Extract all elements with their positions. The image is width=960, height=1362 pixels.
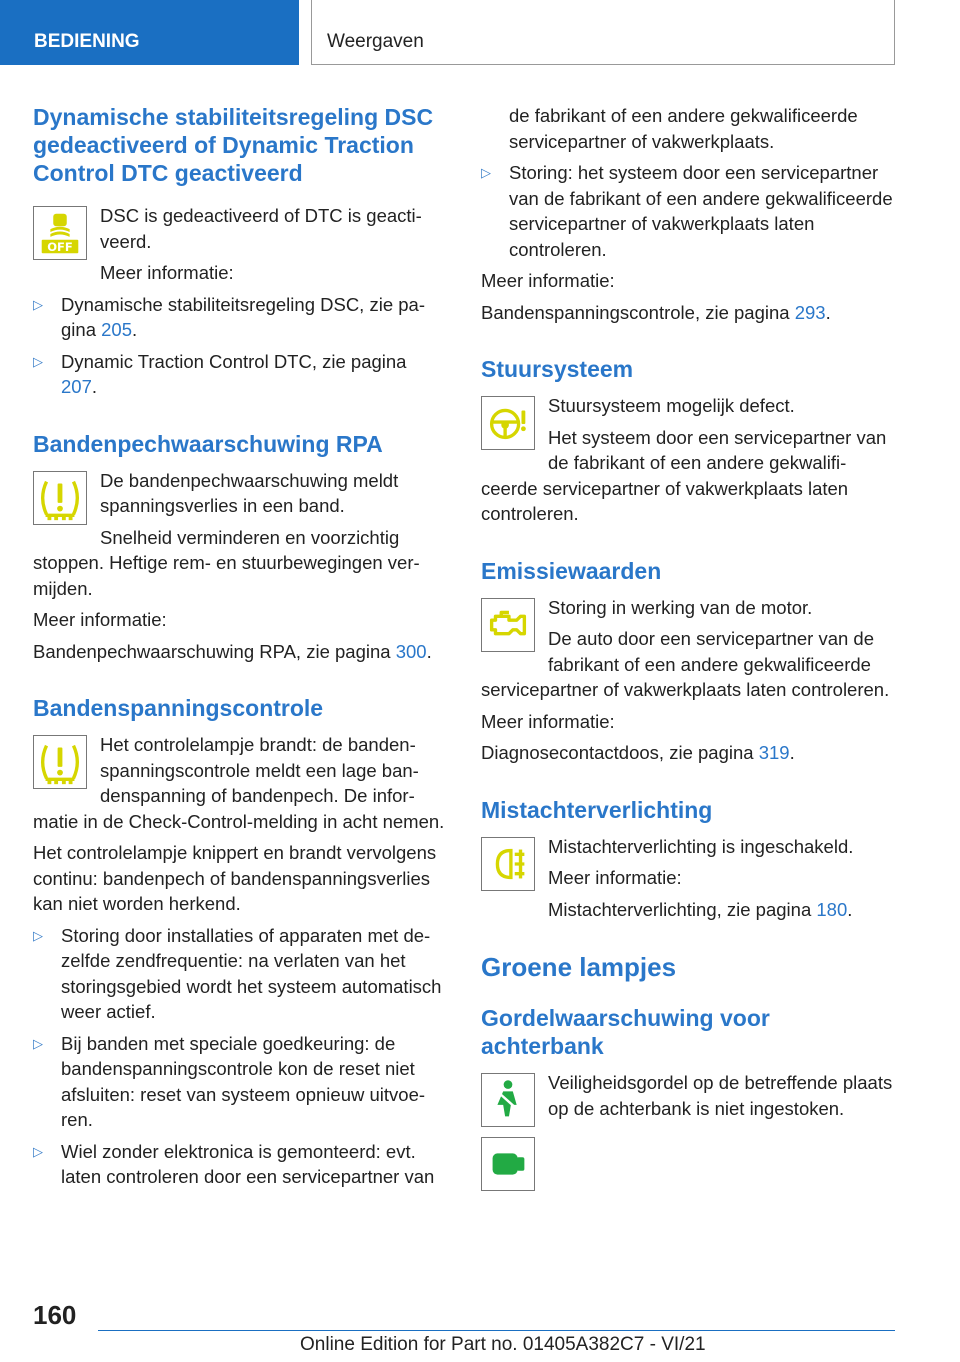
list-item: ▷ Dynamic Traction Control DTC, zie pagina 207. [33,350,407,397]
svg-text:OFF: OFF [47,239,73,254]
emission-heading: Emissiewaarden [481,557,662,584]
footer-rule [98,1330,895,1331]
dsc-heading: Dynamische stabiliteitsregeling DSC gedeactiveerd of Dynamic Traction Control DTC geactiveerd [33,104,434,186]
page-number: 160 [33,1300,77,1330]
green-lights-heading: Groene lampjes [481,952,677,982]
bullet-triangle-icon: ▷ [33,296,43,312]
page-link[interactable]: 180 [816,898,848,920]
section-label: BEDIENING [34,31,140,52]
rpa-text-4: Bandenpechwaarschuwing RPA, zie pagina 300. [33,640,432,662]
rpa-heading: Bandenpechwaarschuwing RPA [33,430,383,457]
tpc-block [33,732,447,834]
dsc-block [33,203,447,286]
emission-block [481,595,895,703]
rpa-text-2: Snelheid verminderen en voorzichtig stoppen. Heftige rem- en stuurbewegingen vermijden. [33,526,420,599]
list-item: ▷ Bij banden met speciale goedkeuring: de bandenspanningscontrole kon de reset niet afsluiten: reset van systeem opnieuw uitvoeren. [33,1032,426,1130]
list-item-continued: de fabrikant of een andere gekwalificeerde servicepartner of vakwerkplaats. [509,105,858,152]
emission-text-1: Storing in werking van de motor. [548,596,813,618]
rear-fog-light-icon [481,837,535,891]
list-item: ▷ Dynamische stabiliteitsregeling DSC, zie pagina 205. [33,293,425,340]
foglight-block [481,834,895,923]
dsc-text-1: DSC is gedeactiveerd of DTC is geactiveerd. [100,205,422,252]
subsection-label: Weergaven [327,31,424,52]
cont-text-3: Bandenspanningscontrole, zie pagina 293. [481,301,831,323]
left-column [33,103,447,1190]
bullet-triangle-icon: ▷ [33,1143,43,1159]
page-link[interactable]: 205 [101,319,132,340]
foglight-heading: Mistachterverlichting [481,796,713,823]
page-link[interactable]: 319 [758,742,790,763]
emission-text-2: De auto door een servicepartner van de fabrikant of een andere gekwalificeerde servicepartner of vakwerkplaats laten controleren. [481,628,890,700]
emission-text-4: Diagnosecontactdoos, zie pagina 319. [481,742,795,763]
bullet-triangle-icon: ▷ [33,1035,43,1051]
steering-text-1: Stuursysteem mogelijk defect. [548,395,795,416]
steering-block [481,393,895,527]
steering-heading: Stuursysteem [481,356,634,382]
seatbelt-heading: Gordelwaarschuwing voor achterbank [481,1005,770,1059]
tpc-text-1: Het controlelampje brandt: de bandenspanningscontrole meldt een lage bandenspanning of bandenpech. De informatie in de Check-Control-melding in acht nemen. [33,734,445,832]
page-link[interactable]: 300 [395,640,427,662]
tpc-heading: Bandenspanningscontrole [33,695,324,721]
foglight-text-3: Mistachterverlichting, zie pagina 180. [548,898,853,920]
subsection-tab [311,0,895,65]
rear-seat-icon [481,1137,535,1191]
steering-text-2: Het systeem door een servicepartner van de fabrikant of een andere gekwalificeerde servicepartner of vakwerkplaats laten controleren. [481,426,887,524]
rpa-text-3: Meer informatie: [33,609,167,630]
dsc-text-2: Meer informatie: [100,262,234,283]
tire-pressure-icon [33,735,87,789]
seatbelt-icon [481,1073,535,1127]
seatbelt-text-1: Veiligheidsgordel op de betreffende plaats op de achterbank is niet ingestoken. [548,1072,893,1119]
tire-warning-icon [33,471,87,525]
foglight-text-1: Mistachterverlichting is ingeschakeld. [548,835,854,857]
bullet-triangle-icon: ▷ [481,165,491,180]
bullet-triangle-icon: ▷ [33,353,43,369]
list-item: ▷ Storing: het systeem door een servicepartner van de fabrikant of een andere gekwalificeerde servicepartner of vakwerkplaats laten controleren. [481,162,893,260]
bullet-triangle-icon: ▷ [33,927,43,943]
tpc-text-2: Het controlelampje knippert en brandt vervolgens continu: bandenpech of bandenspanningsverlies kan niet worden herkend. [33,842,437,914]
section-tab [0,0,299,65]
page-link[interactable]: 207 [61,376,92,397]
list-item: ▷ Wiel zonder elektronica is gemonteerd: evt. laten controleren door een servicepartner van [33,1140,435,1187]
steering-wheel-warning-icon [481,396,535,450]
cont-text-2: Meer informatie: [481,270,615,291]
edition-footer: Online Edition for Part no. 01405A382C7 - VI/21 [300,1334,706,1355]
rpa-block [33,468,447,602]
dsc-off-icon [33,206,87,260]
engine-icon [481,598,535,652]
foglight-text-2: Meer informatie: [548,867,682,888]
emission-text-3: Meer informatie: [481,710,615,732]
right-column [481,103,895,1195]
page-link[interactable]: 293 [794,301,826,323]
list-item: ▷ Storing door installaties of apparaten met dezelfde zendfrequentie: na verlaten van het storingsgebied wordt het systeem automatisch weer actief. [33,924,442,1022]
seatbelt-block [481,1070,895,1195]
rpa-text-1: De bandenpechwaarschuwing meldt spanningsverlies in een band. [100,469,399,516]
